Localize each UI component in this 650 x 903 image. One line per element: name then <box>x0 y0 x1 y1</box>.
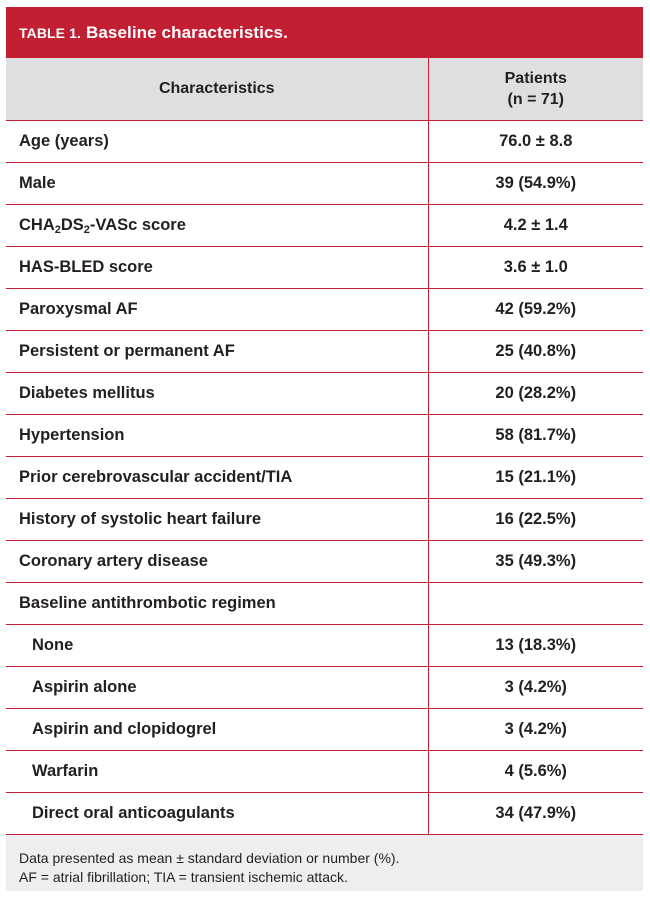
row-label: Baseline antithrombotic regimen <box>6 583 428 625</box>
row-value: 4 (5.6%) <box>428 751 643 793</box>
row-label: Prior cerebrovascular accident/TIA <box>6 457 428 499</box>
table-footnotes <box>6 835 643 887</box>
row-label: Diabetes mellitus <box>6 373 428 415</box>
row-label: Aspirin alone <box>6 667 428 709</box>
table-row <box>6 247 643 289</box>
table-row <box>6 331 643 373</box>
row-label <box>6 205 428 247</box>
table-row <box>6 793 643 835</box>
table-row <box>6 121 643 163</box>
header-row <box>6 58 643 121</box>
row-value: 3.6 ± 1.0 <box>428 247 643 289</box>
row-value: 39 (54.9%) <box>428 163 643 205</box>
table-row <box>6 499 643 541</box>
table-row <box>6 163 643 205</box>
row-label: HAS-BLED score <box>6 247 428 289</box>
row-label: Warfarin <box>6 751 428 793</box>
row-value: 13 (18.3%) <box>428 625 643 667</box>
row-label: Male <box>6 163 428 205</box>
row-value: 25 (40.8%) <box>428 331 643 373</box>
row-value: 3 (4.2%) <box>428 667 643 709</box>
row-label: Paroxysmal AF <box>6 289 428 331</box>
table-row <box>6 289 643 331</box>
table-row <box>6 625 643 667</box>
table-row <box>6 415 643 457</box>
row-label: Coronary artery disease <box>6 541 428 583</box>
label-part: -VASc score <box>89 216 186 234</box>
label-part: CHA <box>19 216 55 234</box>
row-value: 58 (81.7%) <box>428 415 643 457</box>
table-row-group-header <box>6 583 643 625</box>
table-row <box>6 751 643 793</box>
row-label: Hypertension <box>6 415 428 457</box>
row-value: 15 (21.1%) <box>428 457 643 499</box>
table-row <box>6 457 643 499</box>
footnote: Data presented as mean ± standard deviation or number (%). <box>19 850 400 866</box>
row-value: 4.2 ± 1.4 <box>428 205 643 247</box>
row-value: 3 (4.2%) <box>428 709 643 751</box>
row-label: Age (years) <box>6 121 428 163</box>
table-row <box>6 373 643 415</box>
row-value: 34 (47.9%) <box>428 793 643 835</box>
header-patients-label: Patients <box>504 70 567 87</box>
label-subscript: 2 <box>54 224 61 236</box>
table-row <box>6 205 643 247</box>
table-number: TABLE 1. <box>19 24 81 41</box>
header-characteristics: Characteristics <box>6 58 428 121</box>
table-row <box>6 541 643 583</box>
row-label: Aspirin and clopidogrel <box>6 709 428 751</box>
table-panel <box>6 7 643 891</box>
baseline-table <box>6 58 643 835</box>
footnote: AF = atrial fibrillation; TIA = transient ischemic attack. <box>19 869 348 885</box>
label-subscript: 2 <box>83 224 90 236</box>
table-caption: Baseline characteristics. <box>86 22 288 42</box>
table-row <box>6 709 643 751</box>
row-value: 76.0 ± 8.8 <box>428 121 643 163</box>
row-value: 35 (49.3%) <box>428 541 643 583</box>
row-label: History of systolic heart failure <box>6 499 428 541</box>
table-row <box>6 667 643 709</box>
table-title <box>6 7 643 58</box>
row-label: Direct oral anticoagulants <box>6 793 428 835</box>
row-value <box>428 583 643 625</box>
row-label: None <box>6 625 428 667</box>
header-patients <box>428 58 643 121</box>
row-value: 20 (28.2%) <box>428 373 643 415</box>
row-value: 16 (22.5%) <box>428 499 643 541</box>
header-patients-n: (n = 71) <box>507 91 564 108</box>
row-value: 42 (59.2%) <box>428 289 643 331</box>
label-part: DS <box>60 216 84 234</box>
row-label: Persistent or permanent AF <box>6 331 428 373</box>
